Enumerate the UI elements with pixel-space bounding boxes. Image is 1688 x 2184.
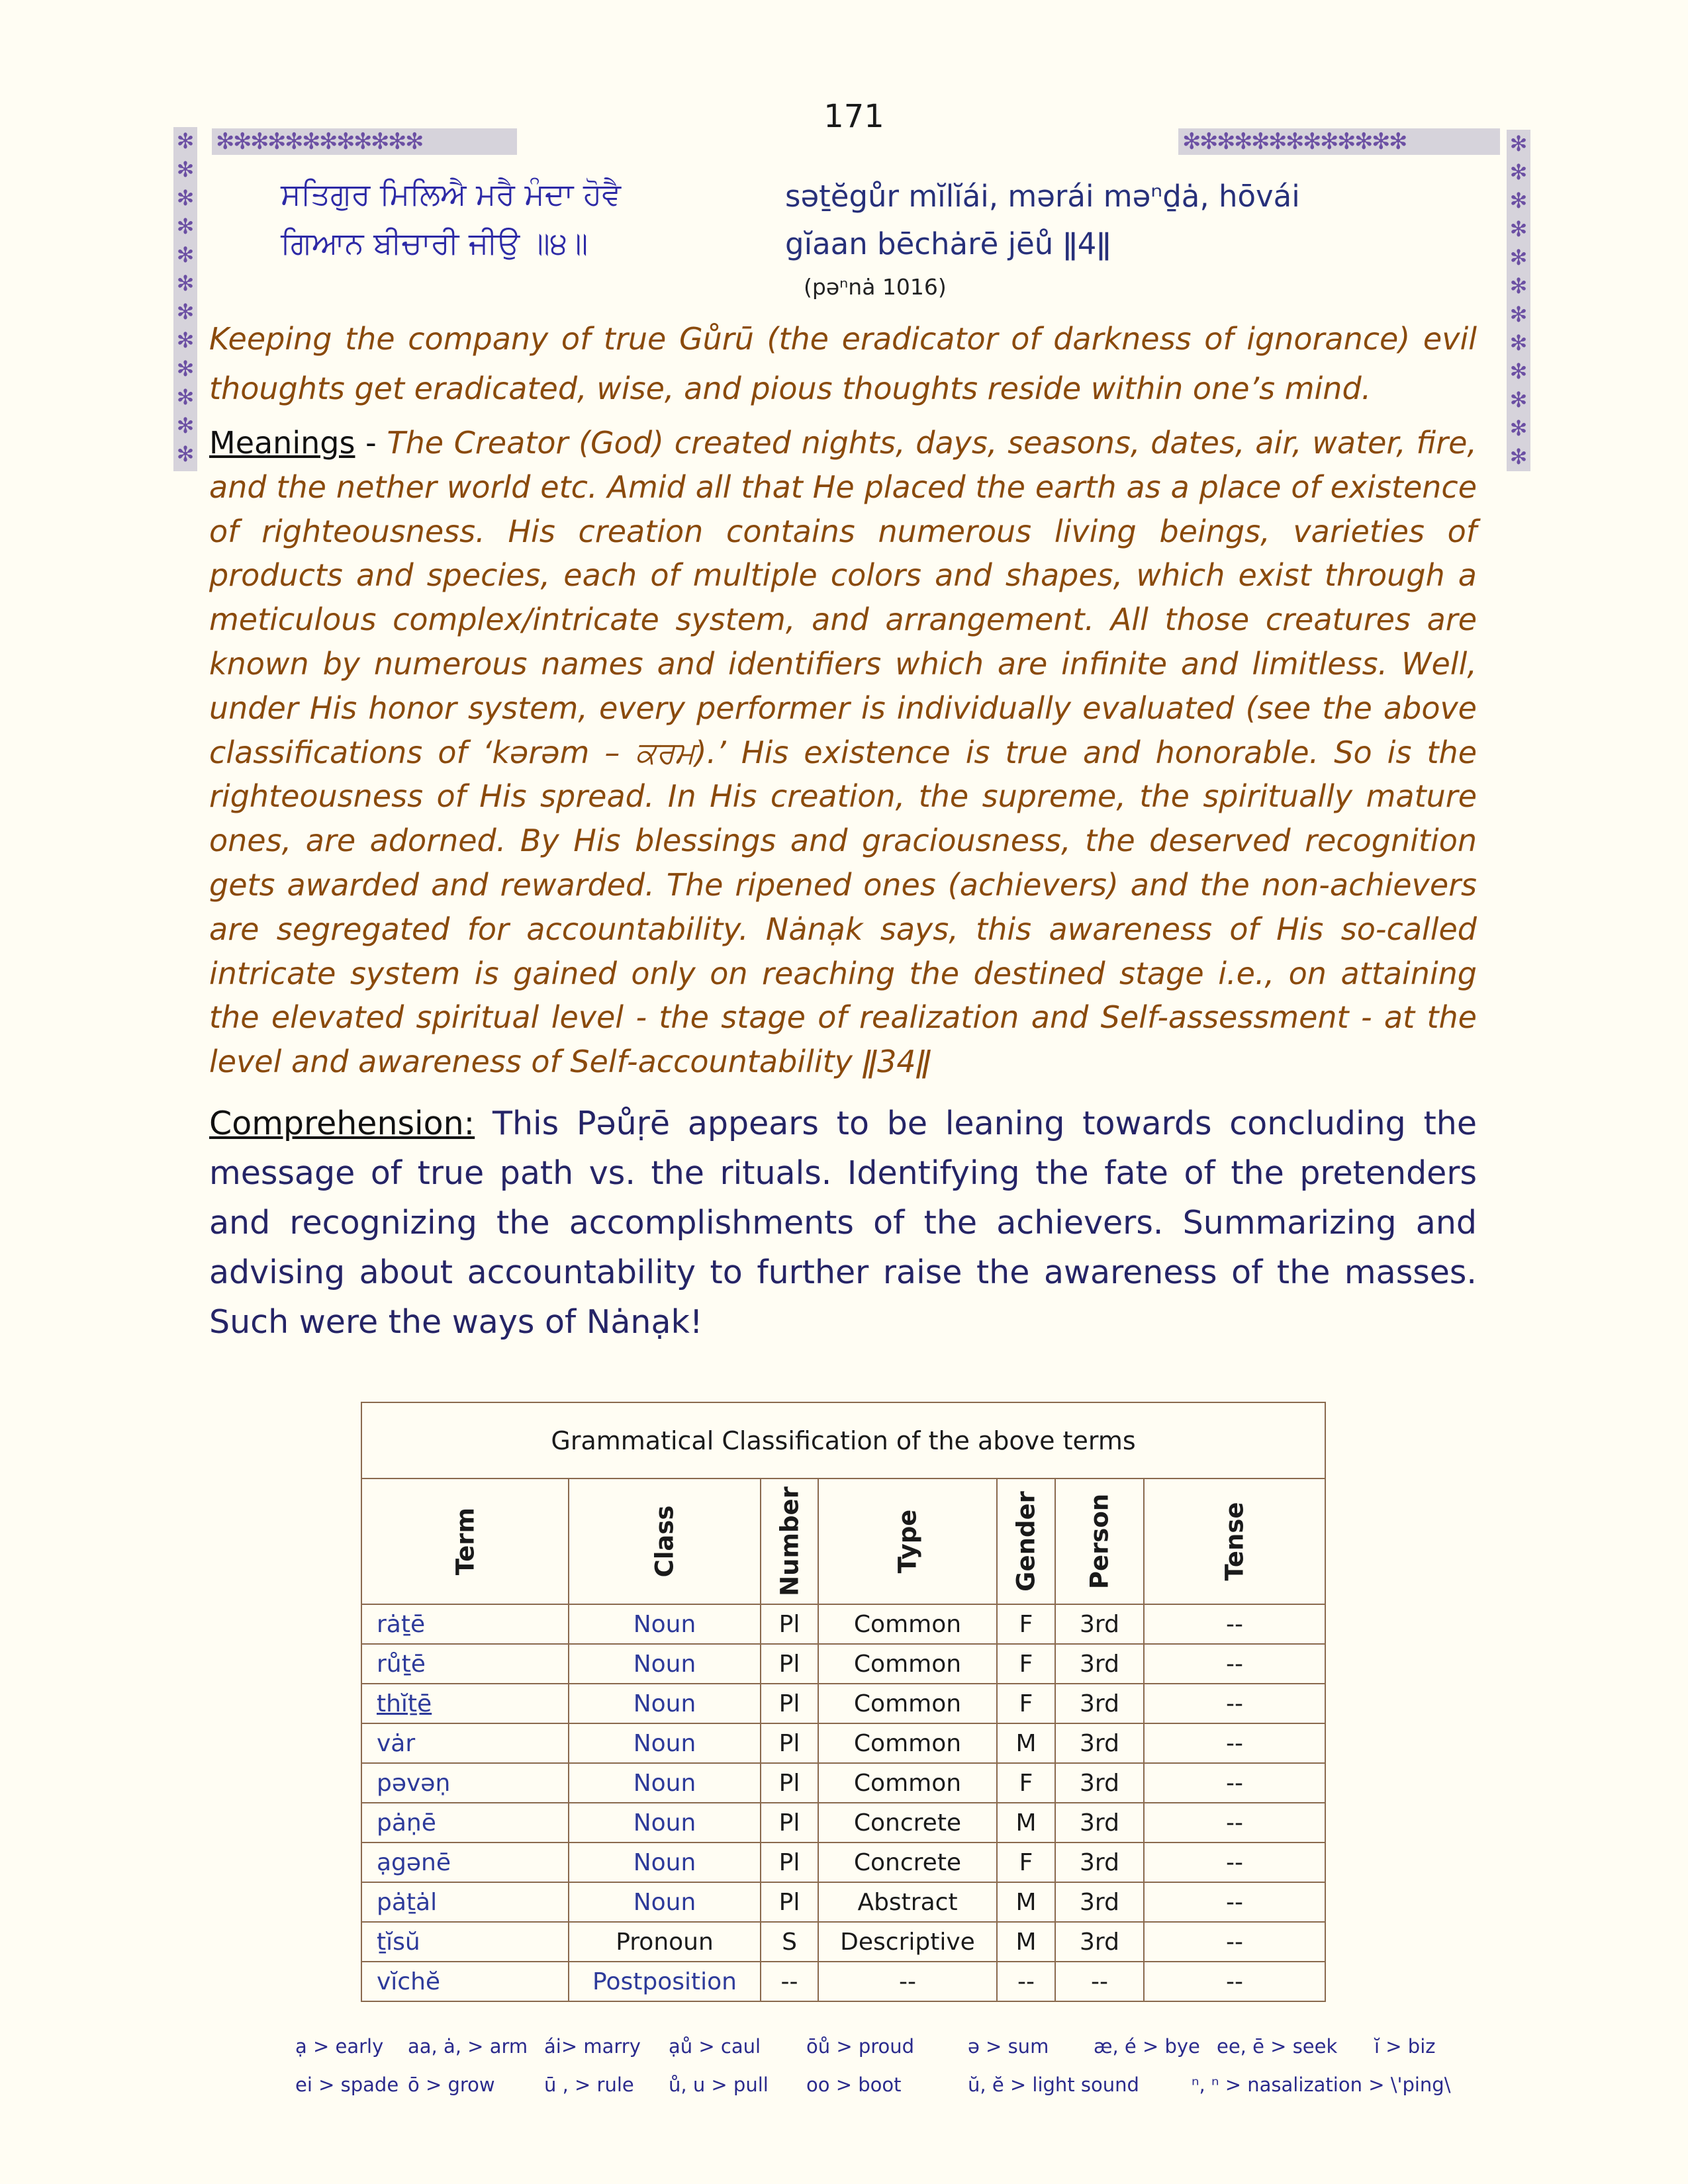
flower-icon: ✻ (176, 242, 195, 267)
table-row (361, 1763, 1325, 1803)
flower-icon: ✻ (1234, 128, 1253, 155)
flower-icon: ✻ (233, 128, 252, 155)
legend-item: ōů > proud (806, 2035, 915, 2058)
cell-gender: M (997, 1723, 1055, 1763)
legend-item: aa, ȧ, > arm (408, 2035, 528, 2058)
legend-item: ạ > early (295, 2035, 384, 2058)
flower-icon: ✻ (336, 128, 355, 155)
cell-number: Pl (761, 1763, 818, 1803)
table-row (361, 1604, 1325, 1644)
meanings-separator: - (355, 425, 387, 461)
header-number: Number (761, 1479, 818, 1604)
cell-term: vȧr (361, 1723, 569, 1763)
flower-icon: ✻ (176, 413, 195, 438)
flower-icon: ✻ (1354, 128, 1374, 155)
table-row (361, 1922, 1325, 1962)
cell-gender: F (997, 1763, 1055, 1803)
cell-type: Common (818, 1604, 997, 1644)
cell-tense: -- (1144, 1723, 1325, 1763)
cell-gender: M (997, 1882, 1055, 1922)
header-tense: Tense (1144, 1479, 1325, 1604)
flower-icon: ✻ (285, 128, 304, 155)
cell-number: Pl (761, 1882, 818, 1922)
cell-type: Common (818, 1763, 997, 1803)
cell-number: Pl (761, 1604, 818, 1644)
table-row (361, 1803, 1325, 1843)
legend-item: ⁿ, ⁿ > nasalization > \'ping\ (1192, 2073, 1451, 2096)
cell-type: Abstract (818, 1882, 997, 1922)
verse-summary: Keeping the company of true Gůrū (the eradicator of darkness of ignorance) evil thoughts get eradicated, wise, and pious thoughts reside within one’s mind. (209, 321, 1477, 406)
flower-icon: ✻ (267, 128, 287, 155)
cell-class: Noun (569, 1723, 761, 1763)
flower-icon: ✻ (1509, 188, 1528, 213)
cell-person: 3rd (1055, 1644, 1144, 1684)
cell-gender: M (997, 1803, 1055, 1843)
cell-number: Pl (761, 1723, 818, 1763)
cell-term: pȧṇē (361, 1803, 569, 1843)
flower-icon: ✻ (388, 128, 407, 155)
comprehension-label: Comprehension: (209, 1105, 475, 1142)
cell-type: Common (818, 1684, 997, 1723)
cell-class: Pronoun (569, 1922, 761, 1962)
flower-icon: ✻ (1337, 128, 1356, 155)
cell-tense: -- (1144, 1803, 1325, 1843)
flower-icon: ✻ (1509, 330, 1528, 355)
table-row (361, 1843, 1325, 1882)
legend-item: ee, ē > seek (1217, 2035, 1338, 2058)
flower-icon: ✻ (1286, 128, 1305, 155)
flower-icon: ✻ (1268, 128, 1288, 155)
verse-transliteration-line2: gĭaan bēchȧrē jēů ǁ4ǁ (785, 226, 1111, 261)
cell-gender: F (997, 1644, 1055, 1684)
verse-transliteration-line1: səṯĕgůr mĭlĭái, mərái məⁿḏȧ, hōvái (785, 179, 1300, 214)
cell-term: ṯĭsŭ (361, 1922, 569, 1962)
cell-class: Noun (569, 1604, 761, 1644)
legend-item: ạů > caul (669, 2035, 761, 2058)
cell-term: růṯē (361, 1644, 569, 1684)
verse-gurmukhi-line1: ਸਤਿਗੁਰ ਮਿਲਿਐ ਮਰੈ ਮੰਦਾ ਹੋਵੈ (281, 176, 622, 212)
flower-icon: ✻ (1389, 128, 1408, 155)
cell-tense: -- (1144, 1644, 1325, 1684)
flower-icon: ✻ (1509, 216, 1528, 242)
cell-tense: -- (1144, 1962, 1325, 2001)
cell-person: 3rd (1055, 1803, 1144, 1843)
cell-person: 3rd (1055, 1922, 1144, 1962)
table-row (361, 1723, 1325, 1763)
flower-icon: ✻ (176, 157, 195, 182)
grammar-table (361, 1402, 1326, 2002)
cell-type: Common (818, 1644, 997, 1684)
table-row (361, 1644, 1325, 1684)
flower-icon: ✻ (1251, 128, 1270, 155)
meanings-label: Meanings (209, 425, 355, 461)
flower-icon: ✻ (353, 128, 373, 155)
cell-person: 3rd (1055, 1763, 1144, 1803)
comprehension-paragraph (209, 1099, 1477, 1347)
cell-number: Pl (761, 1843, 818, 1882)
cell-term: vĭchĕ (361, 1962, 569, 2001)
cell-tense: -- (1144, 1843, 1325, 1882)
flower-icon: ✻ (1509, 359, 1528, 384)
cell-class: Noun (569, 1644, 761, 1684)
cell-gender: -- (997, 1962, 1055, 2001)
cell-person: 3rd (1055, 1684, 1144, 1723)
flower-icon: ✻ (405, 128, 424, 155)
cell-term: thĭṯē (361, 1684, 569, 1723)
legend-item: ŭ, ĕ > light sound (968, 2073, 1139, 2096)
header-type: Type (818, 1479, 997, 1604)
flower-icon: ✻ (1199, 128, 1219, 155)
cell-term: pəvəṇ (361, 1763, 569, 1803)
header-gender: Gender (997, 1479, 1055, 1604)
flower-icon: ✻ (176, 441, 195, 467)
cell-tense: -- (1144, 1882, 1325, 1922)
cell-person: 3rd (1055, 1882, 1144, 1922)
cell-person: 3rd (1055, 1843, 1144, 1882)
table-row (361, 1684, 1325, 1723)
cell-class: Noun (569, 1843, 761, 1882)
flower-icon: ✻ (1372, 128, 1391, 155)
flower-icon: ✻ (176, 299, 195, 324)
cell-tense: -- (1144, 1604, 1325, 1644)
legend-item: oo > boot (806, 2073, 902, 2096)
flower-icon: ✻ (1509, 444, 1528, 469)
cell-term: rȧṯē (361, 1604, 569, 1644)
page-number: 171 (823, 98, 884, 135)
cell-class: Noun (569, 1803, 761, 1843)
cell-term: pȧṯȧl (361, 1882, 569, 1922)
cell-type: Common (818, 1723, 997, 1763)
flower-border-left (173, 127, 197, 471)
cell-number: -- (761, 1962, 818, 2001)
table-row (361, 1962, 1325, 2001)
flower-icon: ✻ (1509, 416, 1528, 441)
cell-tense: -- (1144, 1684, 1325, 1723)
cell-number: Pl (761, 1684, 818, 1723)
flower-icon: ✻ (1509, 387, 1528, 412)
legend-item: ĭ > biz (1374, 2035, 1436, 2058)
cell-type: Descriptive (818, 1922, 997, 1962)
flower-icon: ✻ (1509, 159, 1528, 185)
flower-icon: ✻ (176, 271, 195, 296)
legend-item: ů, u > pull (669, 2073, 769, 2096)
flower-icon: ✻ (1320, 128, 1339, 155)
legend-item: ū , > rule (544, 2073, 634, 2096)
flower-icon: ✻ (176, 185, 195, 210)
cell-person: -- (1055, 1962, 1144, 2001)
legend-item: ə > sum (968, 2035, 1049, 2058)
cell-person: 3rd (1055, 1604, 1144, 1644)
flower-icon: ✻ (319, 128, 338, 155)
header-person: Person (1055, 1479, 1144, 1604)
cell-type: -- (818, 1962, 997, 2001)
cell-number: Pl (761, 1803, 818, 1843)
meanings-text: The Creator (God) created nights, days, seasons, dates, air, water, fire, and the nether world etc. Amid all that He placed the earth as a place of existence of righteousness. His creation contains numerous living beings, varieties of products and species, each of multiple colors and shapes, which exist through a meticulous complex/intricate system, and arrangement. All those creatures are known by numerous names and identifiers which are infinite and limitless. Well, under His honor system, every performer is individually evaluated (see the above classifications of ‘kərəm – ਕਰਮ).’ His existence is true and honorable. So is the righteousness of His spread. In His creation, the supreme, the spiritually mature ones, are adorned. By His blessings and graciousness, the deserved recognition gets awarded and rewarded. The ripened ones (achievers) and the non-achievers are segregated for accountability. Nȧnạk says, this awareness of His so-called intricate system is gained only on reaching the destined stage i.e., on attaining the elevated spiritual level - the stage of realization and Self-assessment - at the level and awareness of Self-accountability ǁ34ǁ (209, 425, 1477, 1080)
flower-icon: ✻ (1509, 273, 1528, 298)
flower-icon: ✻ (250, 128, 269, 155)
verse-gurmukhi-line2: ਗਿਆਨ ਬੀਚਾਰੀ ਜੀਉ ॥੪॥ (281, 225, 588, 261)
cell-gender: F (997, 1684, 1055, 1723)
table-row (361, 1882, 1325, 1922)
flower-border-top-left (212, 128, 517, 155)
flower-icon: ✻ (176, 328, 195, 353)
legend-item: ō > grow (408, 2073, 495, 2096)
cell-number: S (761, 1922, 818, 1962)
header-class: Class (569, 1479, 761, 1604)
cell-tense: -- (1144, 1922, 1325, 1962)
cell-gender: F (997, 1843, 1055, 1882)
flower-icon: ✻ (216, 128, 235, 155)
flower-icon: ✻ (1182, 128, 1201, 155)
comprehension-text: This Pəůṛē appears to be leaning towards concluding the message of true path vs. the rituals. Identifying the fate of the pretenders and recognizing the accomplishments of the achievers. Summarizing and advising about accountability to further raise the awareness of the masses. Such were the ways of Nȧnạk! (209, 1105, 1477, 1341)
cell-tense: -- (1144, 1763, 1325, 1803)
flower-icon: ✻ (1509, 131, 1528, 156)
legend-item: ái> marry (544, 2035, 641, 2058)
flower-icon: ✻ (176, 128, 195, 154)
flower-icon: ✻ (176, 385, 195, 410)
header-term: Term (361, 1479, 569, 1604)
flower-icon: ✻ (1509, 245, 1528, 270)
cell-gender: M (997, 1922, 1055, 1962)
cell-gender: F (997, 1604, 1055, 1644)
cell-class: Noun (569, 1763, 761, 1803)
meanings-paragraph (209, 421, 1477, 1084)
flower-icon: ✻ (1217, 128, 1236, 155)
flower-border-top-right (1178, 128, 1500, 155)
verse-source: (pəⁿnȧ 1016) (804, 274, 947, 300)
flower-icon: ✻ (302, 128, 321, 155)
cell-class: Noun (569, 1882, 761, 1922)
flower-icon: ✻ (176, 214, 195, 239)
cell-number: Pl (761, 1644, 818, 1684)
cell-class: Noun (569, 1684, 761, 1723)
flower-icon: ✻ (1509, 302, 1528, 327)
cell-person: 3rd (1055, 1723, 1144, 1763)
table-caption: Grammatical Classification of the above terms (361, 1402, 1325, 1479)
flower-icon: ✻ (176, 356, 195, 381)
flower-icon: ✻ (1303, 128, 1322, 155)
flower-border-right (1507, 130, 1530, 471)
cell-term: ạgənē (361, 1843, 569, 1882)
flower-icon: ✻ (371, 128, 390, 155)
cell-type: Concrete (818, 1843, 997, 1882)
cell-type: Concrete (818, 1803, 997, 1843)
legend-item: æ, é > bye (1094, 2035, 1200, 2058)
legend-item: ei > spade (295, 2073, 399, 2096)
cell-class: Postposition (569, 1962, 761, 2001)
